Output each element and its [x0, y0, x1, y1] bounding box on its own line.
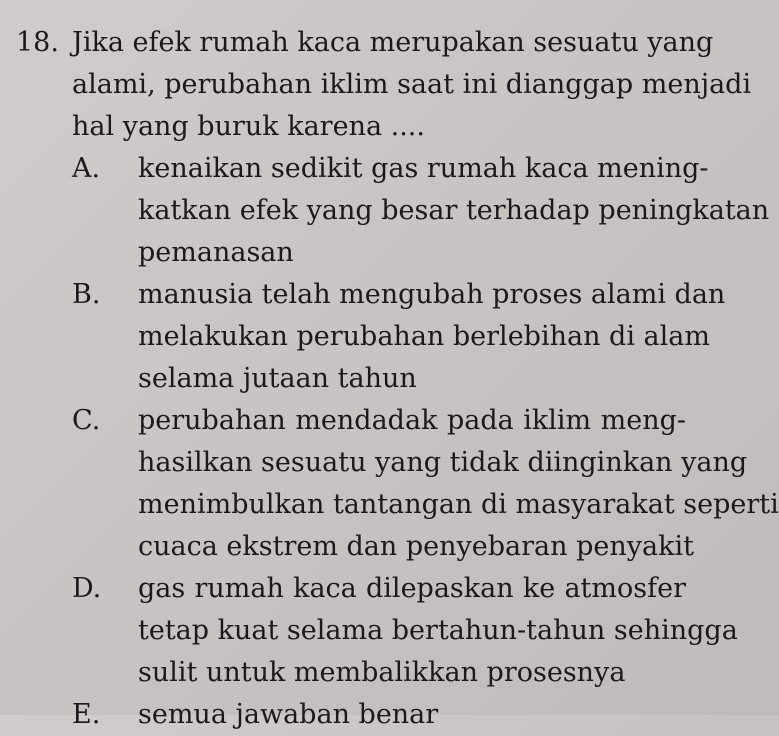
option-letter: C. — [72, 405, 101, 436]
option-line: semua jawaban benar — [138, 699, 439, 730]
question-stem — [16, 22, 752, 148]
option-line: pemanasan — [138, 237, 294, 268]
question-number: 18. — [16, 27, 59, 58]
option-d[interactable] — [16, 568, 738, 694]
question-line: alami, perubahan iklim saat ini dianggap menjadi — [72, 69, 752, 100]
option-line: kenaikan sedikit gas rumah kaca mening- — [138, 153, 709, 184]
option-line: manusia telah mengubah proses alami dan — [138, 279, 726, 310]
question-line: hal yang buruk karena .... — [72, 111, 425, 142]
option-line: katkan efek yang besar terhadap peningkatan — [138, 195, 770, 226]
option-text — [138, 694, 686, 736]
option-line: gas rumah kaca dilepaskan ke atmosfer — [138, 573, 686, 604]
option-line: selama jutaan tahun — [138, 363, 417, 394]
option-e[interactable] — [16, 694, 686, 736]
option-letter: E. — [72, 699, 101, 730]
option-text — [138, 400, 779, 568]
option-letter: B. — [72, 279, 101, 310]
option-line: melakukan perubahan berlebihan di alam — [138, 321, 710, 352]
option-c[interactable] — [16, 400, 779, 568]
option-text — [138, 568, 738, 694]
option-letter: A. — [72, 153, 101, 184]
option-text — [138, 148, 770, 274]
option-b[interactable] — [16, 274, 726, 400]
option-line: hasilkan sesuatu yang tidak diinginkan yang — [138, 447, 748, 478]
option-line: cuaca ekstrem dan penyebaran penyakit — [138, 531, 694, 562]
question-block — [16, 22, 779, 736]
option-a[interactable] — [16, 148, 770, 274]
answer-options — [16, 148, 779, 736]
question-text — [72, 22, 752, 148]
option-text — [138, 274, 726, 400]
option-line: sulit untuk membalikkan prosesnya — [138, 657, 626, 688]
question-line: Jika efek rumah kaca merupakan sesuatu yang — [72, 27, 714, 58]
option-letter: D. — [72, 573, 102, 604]
option-line: perubahan mendadak pada iklim meng- — [138, 405, 686, 436]
option-line: menimbulkan tantangan di masyarakat seperti — [138, 489, 779, 520]
option-line: tetap kuat selama bertahun-tahun sehingga — [138, 615, 738, 646]
